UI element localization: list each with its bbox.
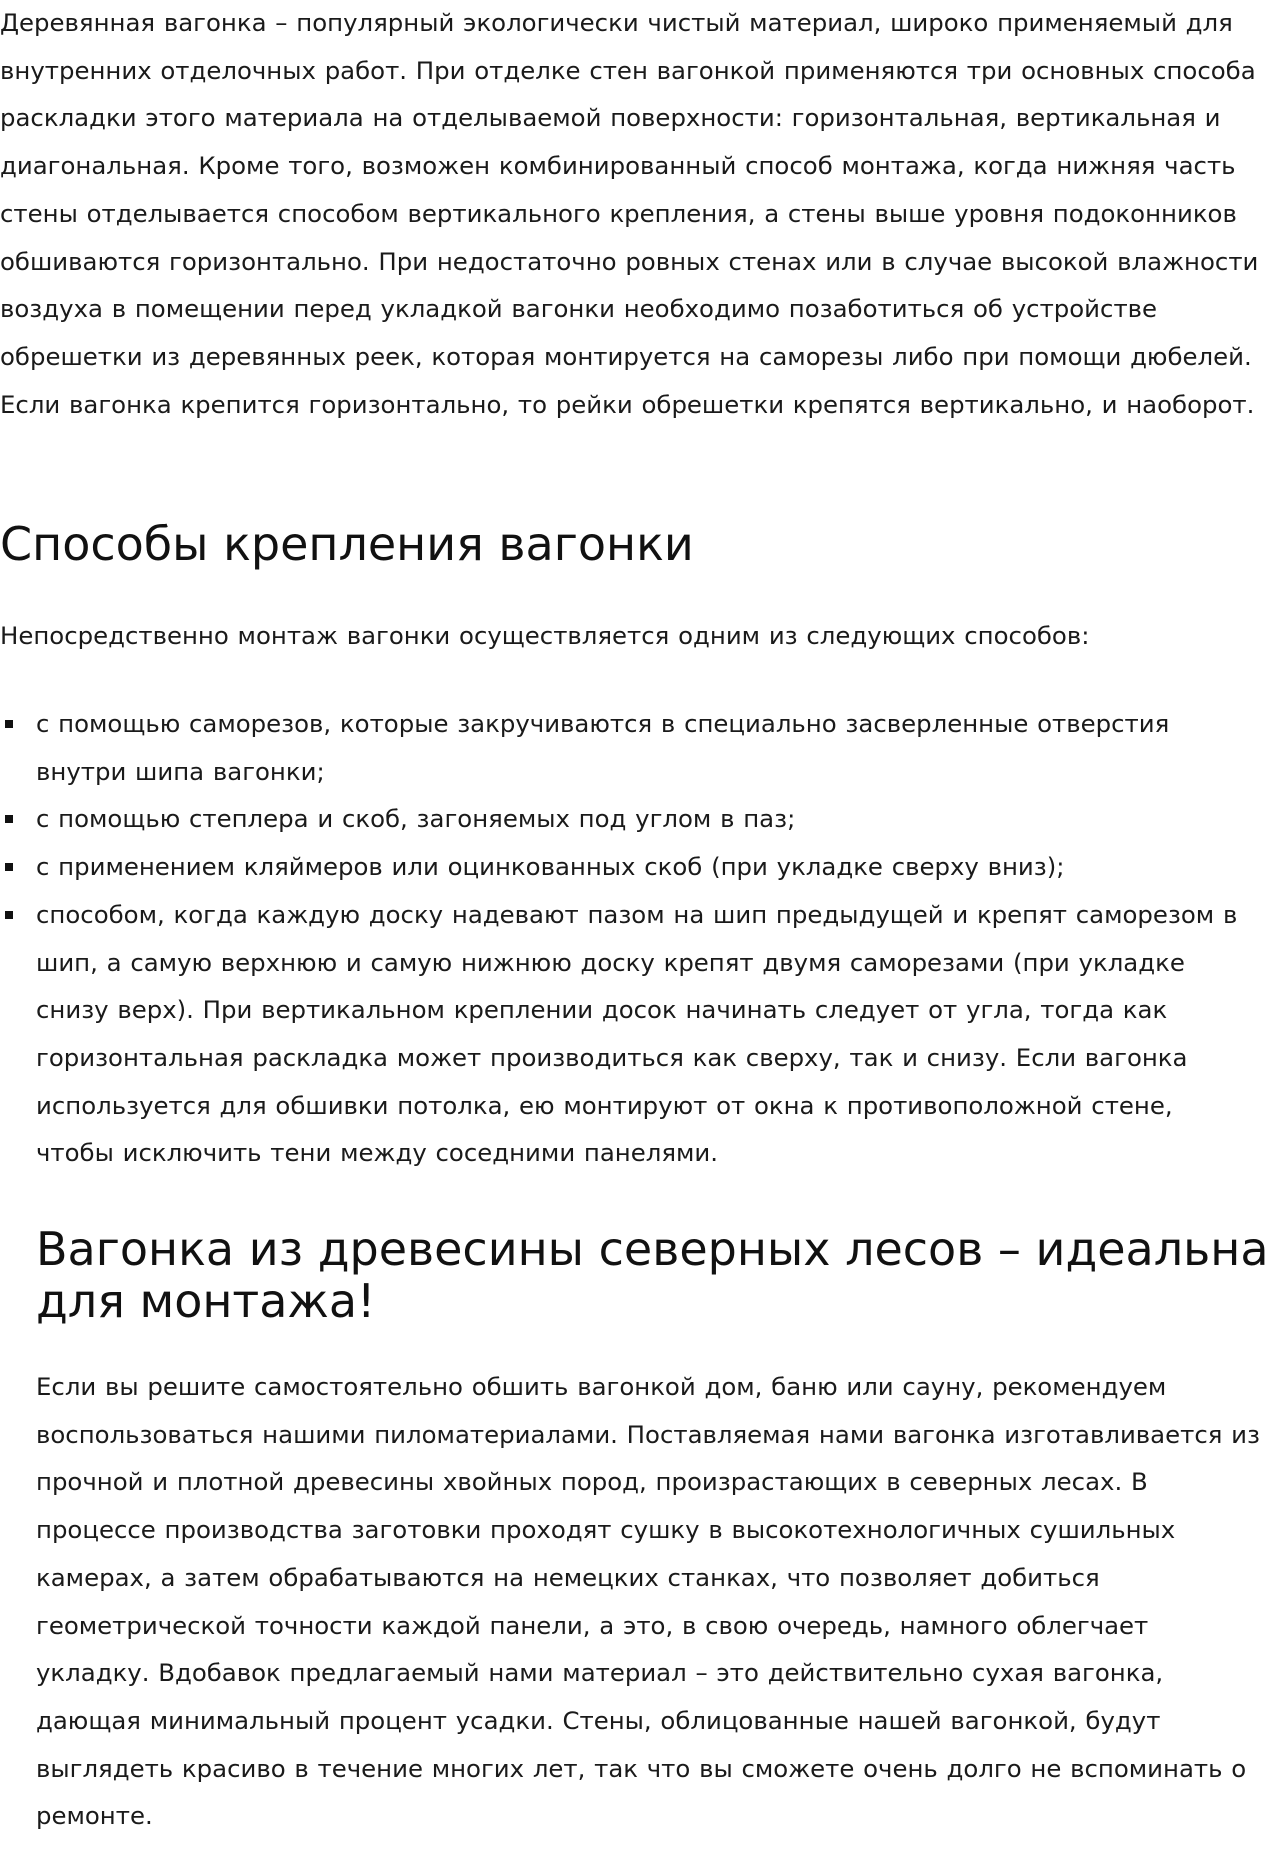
list-item: [0, 795, 1250, 843]
list-item: [0, 700, 1250, 795]
list-item: [0, 843, 1250, 891]
list-item-text: с применением кляймеров или оцинкованных скоб (при укладке сверху вниз);: [36, 852, 1065, 882]
square-bullet-icon: [5, 911, 13, 919]
methods-list: [0, 700, 1250, 1177]
north-wood-paragraph: Если вы решите самостоятельно обшить вагонкой дом, баню или сауну, рекомендуем воспользоваться нашими пиломатериалами. Поставляемая нами вагонка изготавливается из прочной и плотной древесины хвойных пород, произрастающих в северных лесах. В процессе производства заготовки проходят сушку в высокотехнологичных сушильных камерах, а затем обрабатываются на немецких станках, что позволяет добиться геометрической точности каждой панели, а это, в свою очередь, намного облегчает укладку. Вдобавок предлагаемый нами материал – это действительно сухая вагонка, дающая минимальный процент усадки. Стены, облицованные нашей вагонкой, будут выглядеть красиво в течение многих лет, так что вы сможете очень долго не вспоминать о ремонте.: [36, 1372, 1260, 1831]
list-item-text: способом, когда каждую доску надевают пазом на шип предыдущей и крепят саморезом в шип, а самую верхнюю и самую нижнюю доску крепят двумя саморезами (при укладке снизу верх). При вертикальном креплении досок начинать следует от угла, тогда как горизонтальная раскладка может производиться как сверху, так и снизу. Если вагонка используется для обшивки потолка, ею монтируют от окна к противоположной стене, чтобы исключить тени между соседними панелями.: [36, 899, 1238, 1168]
square-bullet-icon: [5, 863, 13, 871]
list-item-text: с помощью саморезов, которые закручиваются в специально засверленные отверстия внутри шипа вагонки;: [36, 709, 1170, 786]
square-bullet-icon: [5, 720, 13, 728]
list-item-text: с помощью степлера и скоб, загоняемых под углом в паз;: [36, 804, 796, 834]
methods-heading: Способы крепления вагонки: [0, 517, 694, 571]
north-wood-heading: [36, 1223, 1270, 1327]
north-wood-heading-line1: Вагонка из древесины северных лесов – идеальна: [36, 1222, 1269, 1276]
north-wood-heading-line2: для монтажа!: [36, 1274, 376, 1328]
methods-lead-paragraph: Непосредственно монтаж вагонки осуществляется одним из следующих способов:: [0, 621, 1090, 650]
list-item: [0, 891, 1250, 1177]
square-bullet-icon: [5, 815, 13, 823]
intro-paragraph: Деревянная вагонка – популярный экологически чистый материал, широко применяемый для внутренних отделочных работ. При отделке стен вагонкой применяются три основных способа раскладки этого материала на отделываемой поверхности: горизонтальная, вертикальная и диагональная. Кроме того, возможен комбинированный способ монтажа, когда нижняя часть стены отделывается способом вертикального крепления, а стены выше уровня подоконников обшиваются горизонтально. При недостаточно ровных стенах или в случае высокой влажности воздуха в помещении перед укладкой вагонки необходимо позаботиться об устройстве обрешетки из деревянных реек, которая монтируется на саморезы либо при помощи дюбелей. Если вагонка крепится горизонтально, то рейки обрешетки крепятся вертикально, и наоборот.: [0, 8, 1259, 419]
